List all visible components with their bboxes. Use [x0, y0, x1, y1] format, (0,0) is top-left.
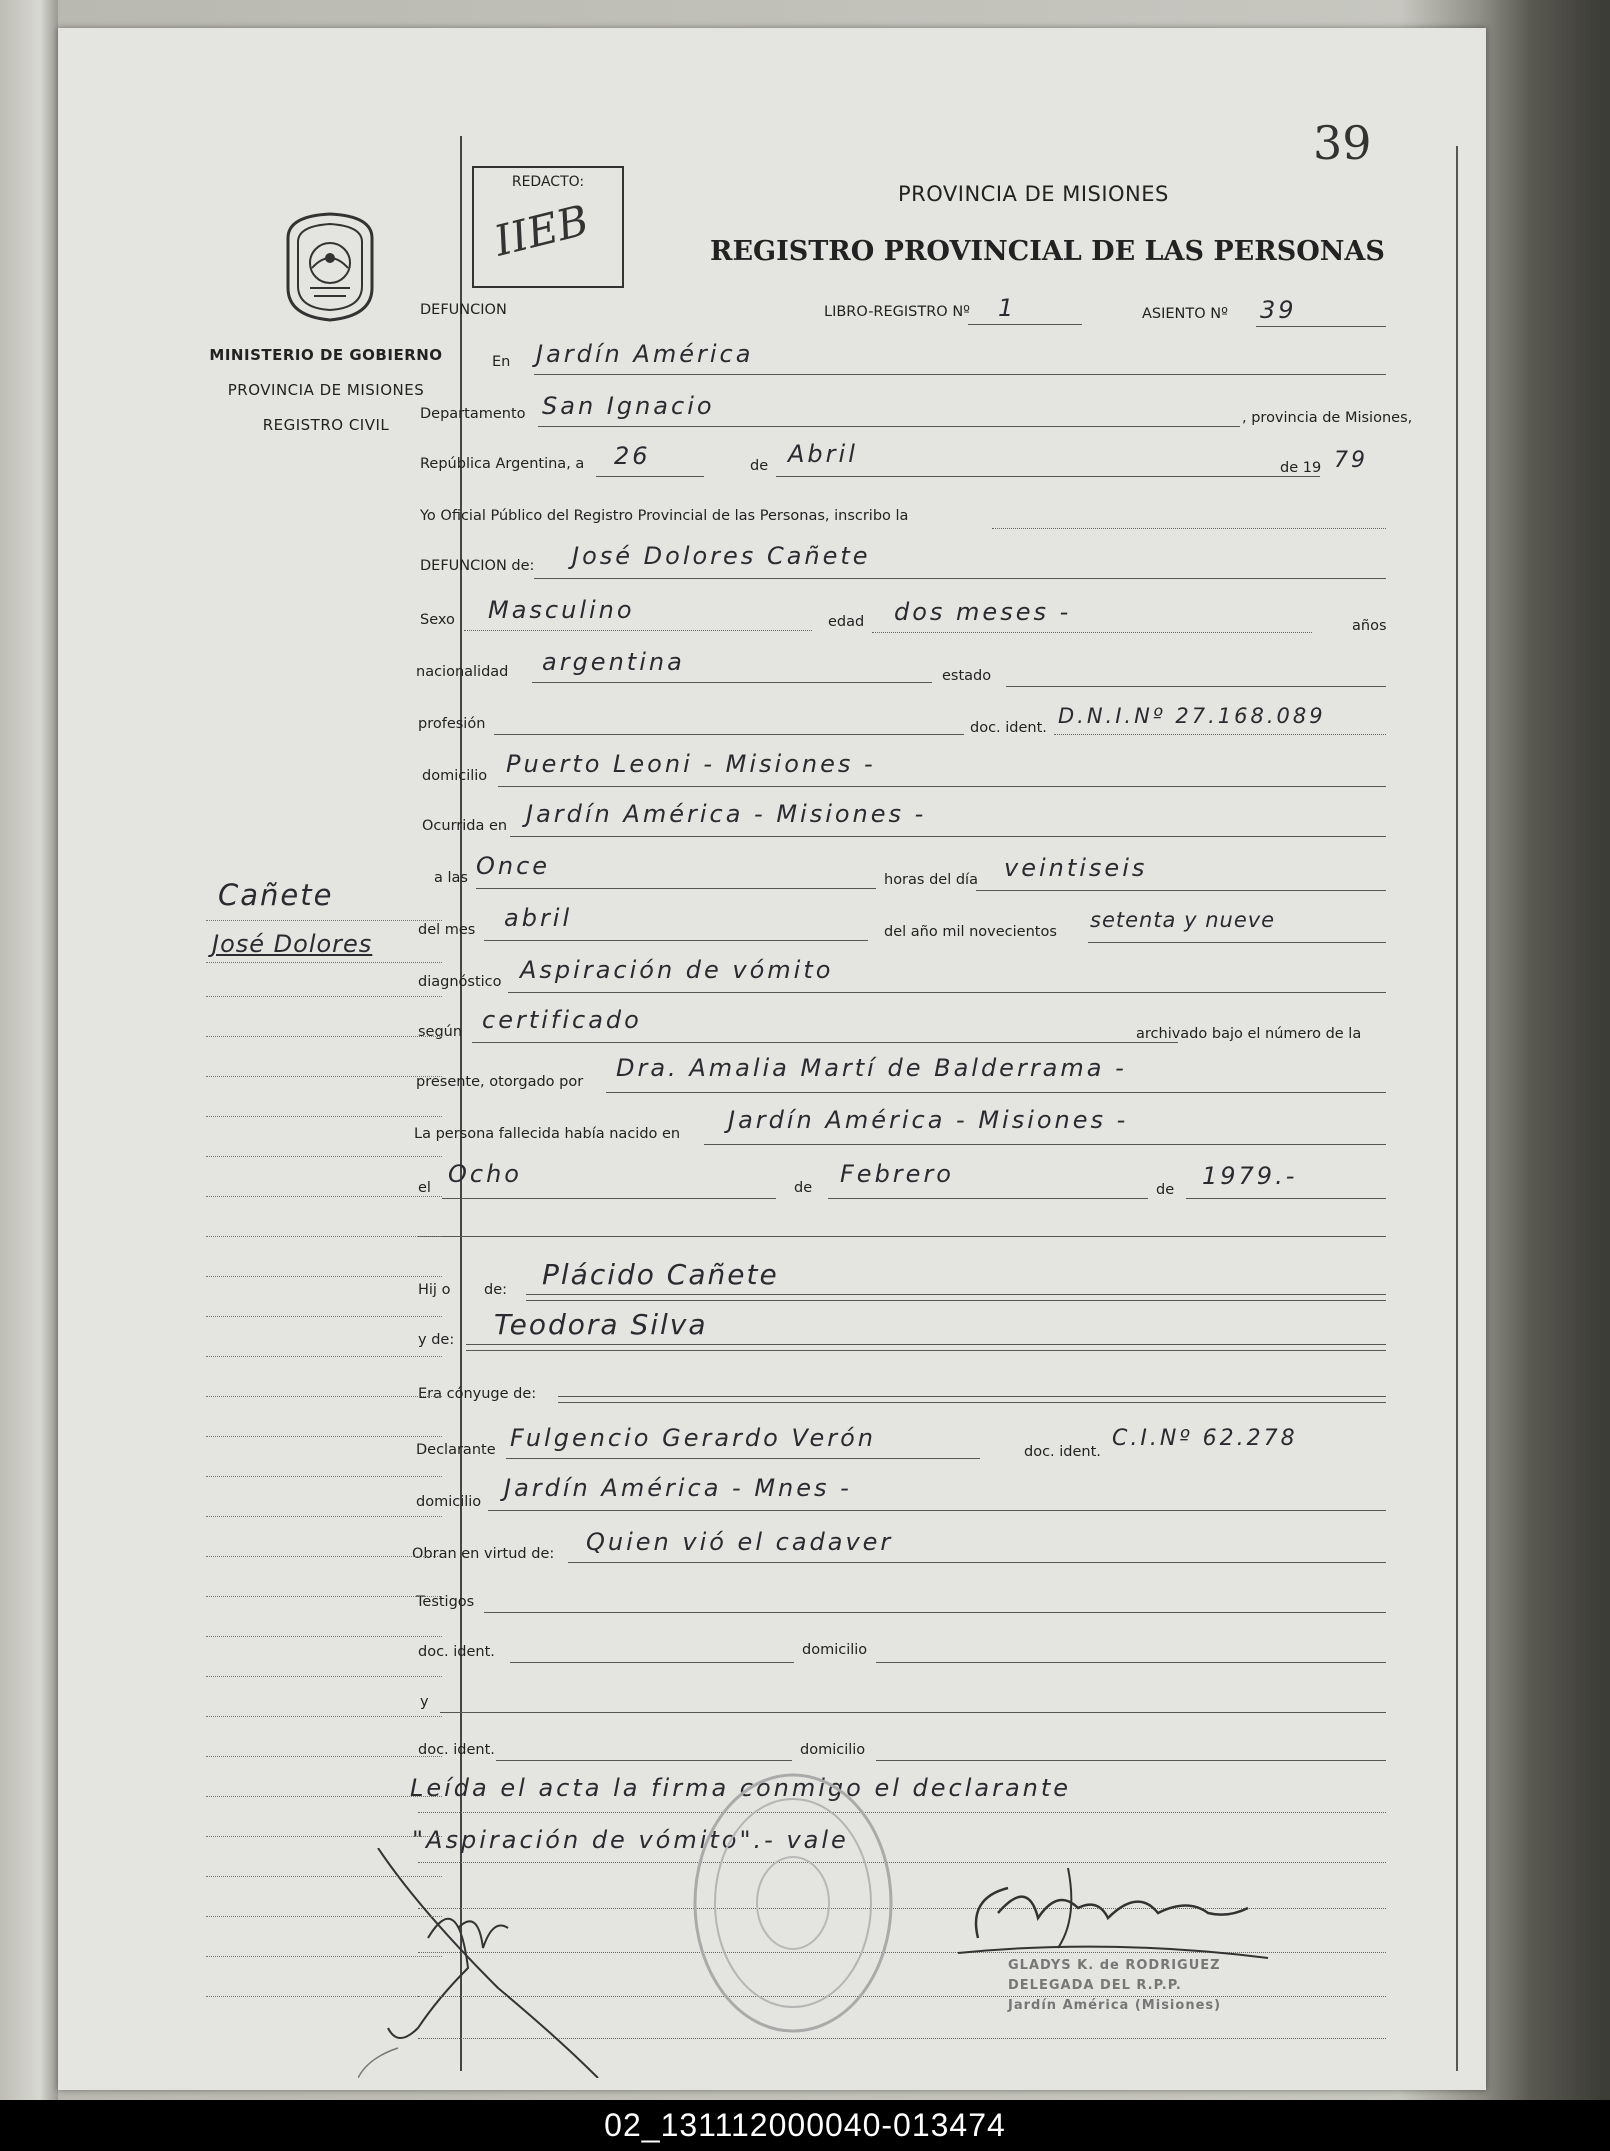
- a-las-line: [476, 888, 876, 889]
- obran-label: Obran en virtud de:: [412, 1546, 555, 1562]
- defuncion-de-label: DEFUNCION de:: [420, 558, 535, 574]
- declarante-line: [506, 1458, 980, 1459]
- left-header: [208, 338, 444, 443]
- diagnostico-line: [508, 992, 1386, 993]
- estado-label: estado: [942, 668, 992, 684]
- dia-value: 26: [614, 442, 651, 470]
- presente-line: [606, 1092, 1386, 1093]
- testigo2-domicilio-line: [876, 1760, 1386, 1761]
- conyuge-label: Era cónyuge de:: [418, 1386, 537, 1402]
- margin-line: [206, 1196, 442, 1197]
- padre-line: [526, 1294, 1386, 1295]
- margin-line: [206, 1756, 442, 1757]
- estado-line: [1006, 686, 1386, 687]
- en-line: [534, 374, 1386, 375]
- declarante-label: Declarante: [416, 1442, 496, 1458]
- de-label: de: [750, 458, 769, 474]
- testigos-label: Testigos: [416, 1594, 475, 1610]
- margin-line: [206, 1716, 442, 1717]
- departamento-label: Departamento: [420, 406, 526, 422]
- provincia-label: , provincia de Misiones,: [1242, 410, 1413, 426]
- horas-line: [976, 890, 1386, 891]
- margin-line: [206, 1556, 442, 1557]
- testigos-line: [484, 1612, 1386, 1613]
- margin-line: [206, 1276, 442, 1277]
- officer-stamp-text: [1008, 1956, 1221, 2016]
- page-number: 39: [1313, 116, 1372, 170]
- testigo1-domicilio-line: [876, 1662, 1386, 1663]
- otorgado-value: Dra. Amalia Martí de Balderrama -: [616, 1054, 1127, 1082]
- archivado-label: archivado bajo el número de la: [1136, 1026, 1362, 1042]
- nacionalidad-line: [532, 682, 932, 683]
- nacionalidad-label: nacionalidad: [416, 664, 509, 680]
- diagnostico-value: Aspiración de vómito: [520, 956, 834, 984]
- nac-mes-line: [828, 1198, 1148, 1199]
- officer-signature-icon: [948, 1858, 1278, 1968]
- ocurrida-line: [510, 836, 1386, 837]
- margin-line: [206, 1516, 442, 1517]
- testigo1-domicilio-label: domicilio: [802, 1642, 868, 1658]
- libro-line: [968, 324, 1082, 325]
- civil-registry-label: REGISTRO CIVIL: [262, 416, 390, 434]
- testigo1-doc-label: doc. ident.: [418, 1644, 495, 1660]
- page-rule-right: [1456, 146, 1458, 2071]
- nac-dia-value: Ocho: [448, 1160, 522, 1188]
- padre-line-2: [526, 1300, 1386, 1301]
- testigo2-doc-line: [496, 1760, 792, 1761]
- margin-line: [206, 1916, 442, 1917]
- margin-line: [206, 962, 442, 963]
- domicilio-label: domicilio: [422, 768, 488, 784]
- register-page: [58, 28, 1486, 2090]
- nac-ano-line: [1186, 1198, 1386, 1199]
- ocurrida-label: Ocurrida en: [422, 818, 508, 834]
- obran-value: Quien vió el cadaver: [586, 1528, 894, 1556]
- testigo1-doc-line: [510, 1662, 794, 1663]
- testigo2-line: [440, 1712, 1386, 1713]
- margin-line: [206, 1836, 442, 1837]
- margin-line: [206, 1076, 442, 1077]
- edad-label: edad: [828, 614, 865, 630]
- del-mes-line: [484, 940, 868, 941]
- ocurrida-value: Jardín América - Misiones -: [526, 800, 927, 828]
- defuncion-label: DEFUNCION: [420, 302, 507, 318]
- declarante-domicilio-line: [488, 1510, 1386, 1511]
- obran-line: [568, 1562, 1386, 1563]
- ministry-label: MINISTERIO DE GOBIERNO: [209, 346, 443, 364]
- margin-given-names: José Dolores: [212, 930, 373, 958]
- margin-line: [206, 1996, 442, 1997]
- republica-label: República Argentina, a: [420, 456, 585, 472]
- officer-name: GLADYS K. de RODRIGUEZ: [1008, 1958, 1221, 1973]
- margin-line: [206, 1316, 442, 1317]
- anos-label: años: [1352, 618, 1387, 634]
- nota-linea-1: Leída el acta la firma conmigo el declarante: [410, 1774, 1072, 1802]
- margin-line: [206, 920, 442, 921]
- y-de-label: y de:: [418, 1332, 455, 1348]
- madre-line: [466, 1344, 1386, 1345]
- declarante-doc-label: doc. ident.: [1024, 1444, 1101, 1460]
- sexo-value: Masculino: [488, 596, 635, 624]
- margin-line: [206, 1876, 442, 1877]
- mes-line: [776, 476, 1320, 477]
- asiento-label: ASIENTO Nº: [1142, 306, 1228, 322]
- declarant-signature-icon: [358, 1848, 658, 2078]
- margin-line: [206, 1356, 442, 1357]
- sexo-line: [464, 630, 812, 631]
- horas-value: veintiseis: [1004, 854, 1148, 882]
- margin-line: [206, 1156, 442, 1157]
- asiento-number: 39: [1260, 296, 1297, 324]
- province-title: PROVINCIA DE MISIONES: [898, 182, 1169, 206]
- domicilio-value: Puerto Leoni - Misiones -: [506, 750, 876, 778]
- del-mes-value: abril: [504, 904, 573, 932]
- departamento-line: [538, 426, 1240, 427]
- nacido-en-line: [704, 1144, 1386, 1145]
- declarante-domicilio-label: domicilio: [416, 1494, 482, 1510]
- margin-line: [206, 1436, 442, 1437]
- yo-oficial-line: [992, 528, 1386, 529]
- dia-line: [596, 476, 704, 477]
- doc-ident-label: doc. ident.: [970, 720, 1047, 736]
- margin-line: [206, 996, 442, 997]
- provincial-seal-icon: [280, 208, 380, 324]
- margin-line: [206, 1036, 442, 1037]
- nac-dia-line: [442, 1198, 776, 1199]
- doc-ident-value: D.N.I.Nº 27.168.089: [1058, 704, 1326, 728]
- conyuge-line-2: [558, 1402, 1386, 1403]
- redacto-label: REDACTO:: [511, 174, 585, 190]
- nac-de2-label: de: [1156, 1182, 1175, 1198]
- margin-line: [206, 1796, 442, 1797]
- madre-value: Teodora Silva: [494, 1308, 708, 1341]
- registry-title: REGISTRO PROVINCIAL DE LAS PERSONAS: [710, 236, 1385, 267]
- de-19-label: de 19: [1280, 460, 1322, 476]
- segun-label: según: [418, 1024, 463, 1040]
- del-ano-label: del año mil novecientos: [884, 924, 1057, 940]
- scan-footer: 02_131112000040-013474: [0, 2100, 1610, 2151]
- blank-line: [418, 1236, 1386, 1237]
- margin-line: [206, 1476, 442, 1477]
- el-label: el: [418, 1180, 431, 1196]
- nac-ano-value: 1979.-: [1202, 1162, 1298, 1190]
- diagnostico-label: diagnóstico: [418, 974, 502, 990]
- nacionalidad-value: argentina: [542, 648, 685, 676]
- libro-number: 1: [998, 294, 1017, 322]
- mes-value: Abril: [788, 440, 858, 468]
- binding-gutter: [0, 0, 58, 2100]
- margin-line: [206, 1636, 442, 1637]
- defuncion-de-value: José Dolores Cañete: [572, 542, 871, 570]
- declarante-domicilio-value: Jardín América - Mnes -: [504, 1474, 852, 1502]
- sexo-label: Sexo: [420, 612, 455, 628]
- domicilio-line: [498, 786, 1386, 787]
- margin-line: [206, 1956, 442, 1957]
- nac-mes-value: Febrero: [840, 1160, 954, 1188]
- nota-line-1: [418, 1812, 1386, 1813]
- hijo-de-label: de:: [484, 1282, 508, 1298]
- profesion-line: [494, 734, 964, 735]
- departamento-value: San Ignacio: [542, 392, 715, 420]
- a-las-label: a las: [434, 870, 468, 886]
- del-mes-label: del mes: [418, 922, 476, 938]
- redacto-box: [472, 166, 624, 288]
- conyuge-line: [558, 1396, 1386, 1397]
- nacido-en-label: La persona fallecida había nacido en: [414, 1126, 681, 1142]
- segun-value: certificado: [482, 1006, 642, 1034]
- nota-linea-2: "Aspiración de vómito".- vale: [412, 1826, 849, 1854]
- margin-line: [206, 1596, 442, 1597]
- declarante-value: Fulgencio Gerardo Verón: [510, 1424, 876, 1452]
- a-las-value: Once: [476, 852, 551, 880]
- del-ano-value: setenta y nueve: [1090, 908, 1276, 932]
- horas-label: horas del día: [884, 872, 978, 888]
- nac-de-label: de: [794, 1180, 813, 1196]
- doc-ident-line: [1054, 734, 1386, 735]
- hijo-label: Hij o: [418, 1282, 451, 1298]
- en-label: En: [492, 354, 511, 370]
- en-value: Jardín América: [536, 340, 754, 368]
- padre-value: Plácido Cañete: [542, 1258, 779, 1291]
- declarante-doc-value: C.I.Nº 62.278: [1112, 1426, 1298, 1451]
- defuncion-de-line: [534, 578, 1386, 579]
- yo-oficial-label: Yo Oficial Público del Registro Provincial de las Personas, inscribo la: [420, 508, 909, 524]
- madre-line-2: [466, 1350, 1386, 1351]
- edad-line: [872, 632, 1312, 633]
- margin-surname: Cañete: [218, 878, 334, 912]
- officer-title: DELEGADA DEL R.P.P.: [1008, 1978, 1182, 1993]
- redacto-handwriting: IIEB: [489, 195, 594, 266]
- edad-value: dos meses -: [894, 598, 1072, 626]
- profesion-label: profesión: [418, 716, 486, 732]
- testigo2-domicilio-label: domicilio: [800, 1742, 866, 1758]
- margin-line: [206, 1676, 442, 1677]
- officer-location: Jardín América (Misiones): [1008, 1998, 1222, 2013]
- asiento-line: [1256, 326, 1386, 327]
- libro-label: LIBRO-REGISTRO Nº: [824, 304, 971, 320]
- ano-value: 79: [1334, 448, 1368, 473]
- margin-line: [206, 1396, 442, 1397]
- nacido-en-value: Jardín América - Misiones -: [728, 1106, 1129, 1134]
- segun-line: [472, 1042, 1178, 1043]
- left-province-label: PROVINCIA DE MISIONES: [227, 381, 425, 399]
- presente-label: presente, otorgado por: [416, 1074, 584, 1090]
- margin-line: [206, 1116, 442, 1117]
- del-ano-line: [1088, 942, 1386, 943]
- y-label: y: [420, 1694, 429, 1710]
- testigo2-doc-label: doc. ident.: [418, 1742, 495, 1758]
- margin-line: [206, 1236, 442, 1237]
- official-stamp-icon: [688, 1768, 898, 2038]
